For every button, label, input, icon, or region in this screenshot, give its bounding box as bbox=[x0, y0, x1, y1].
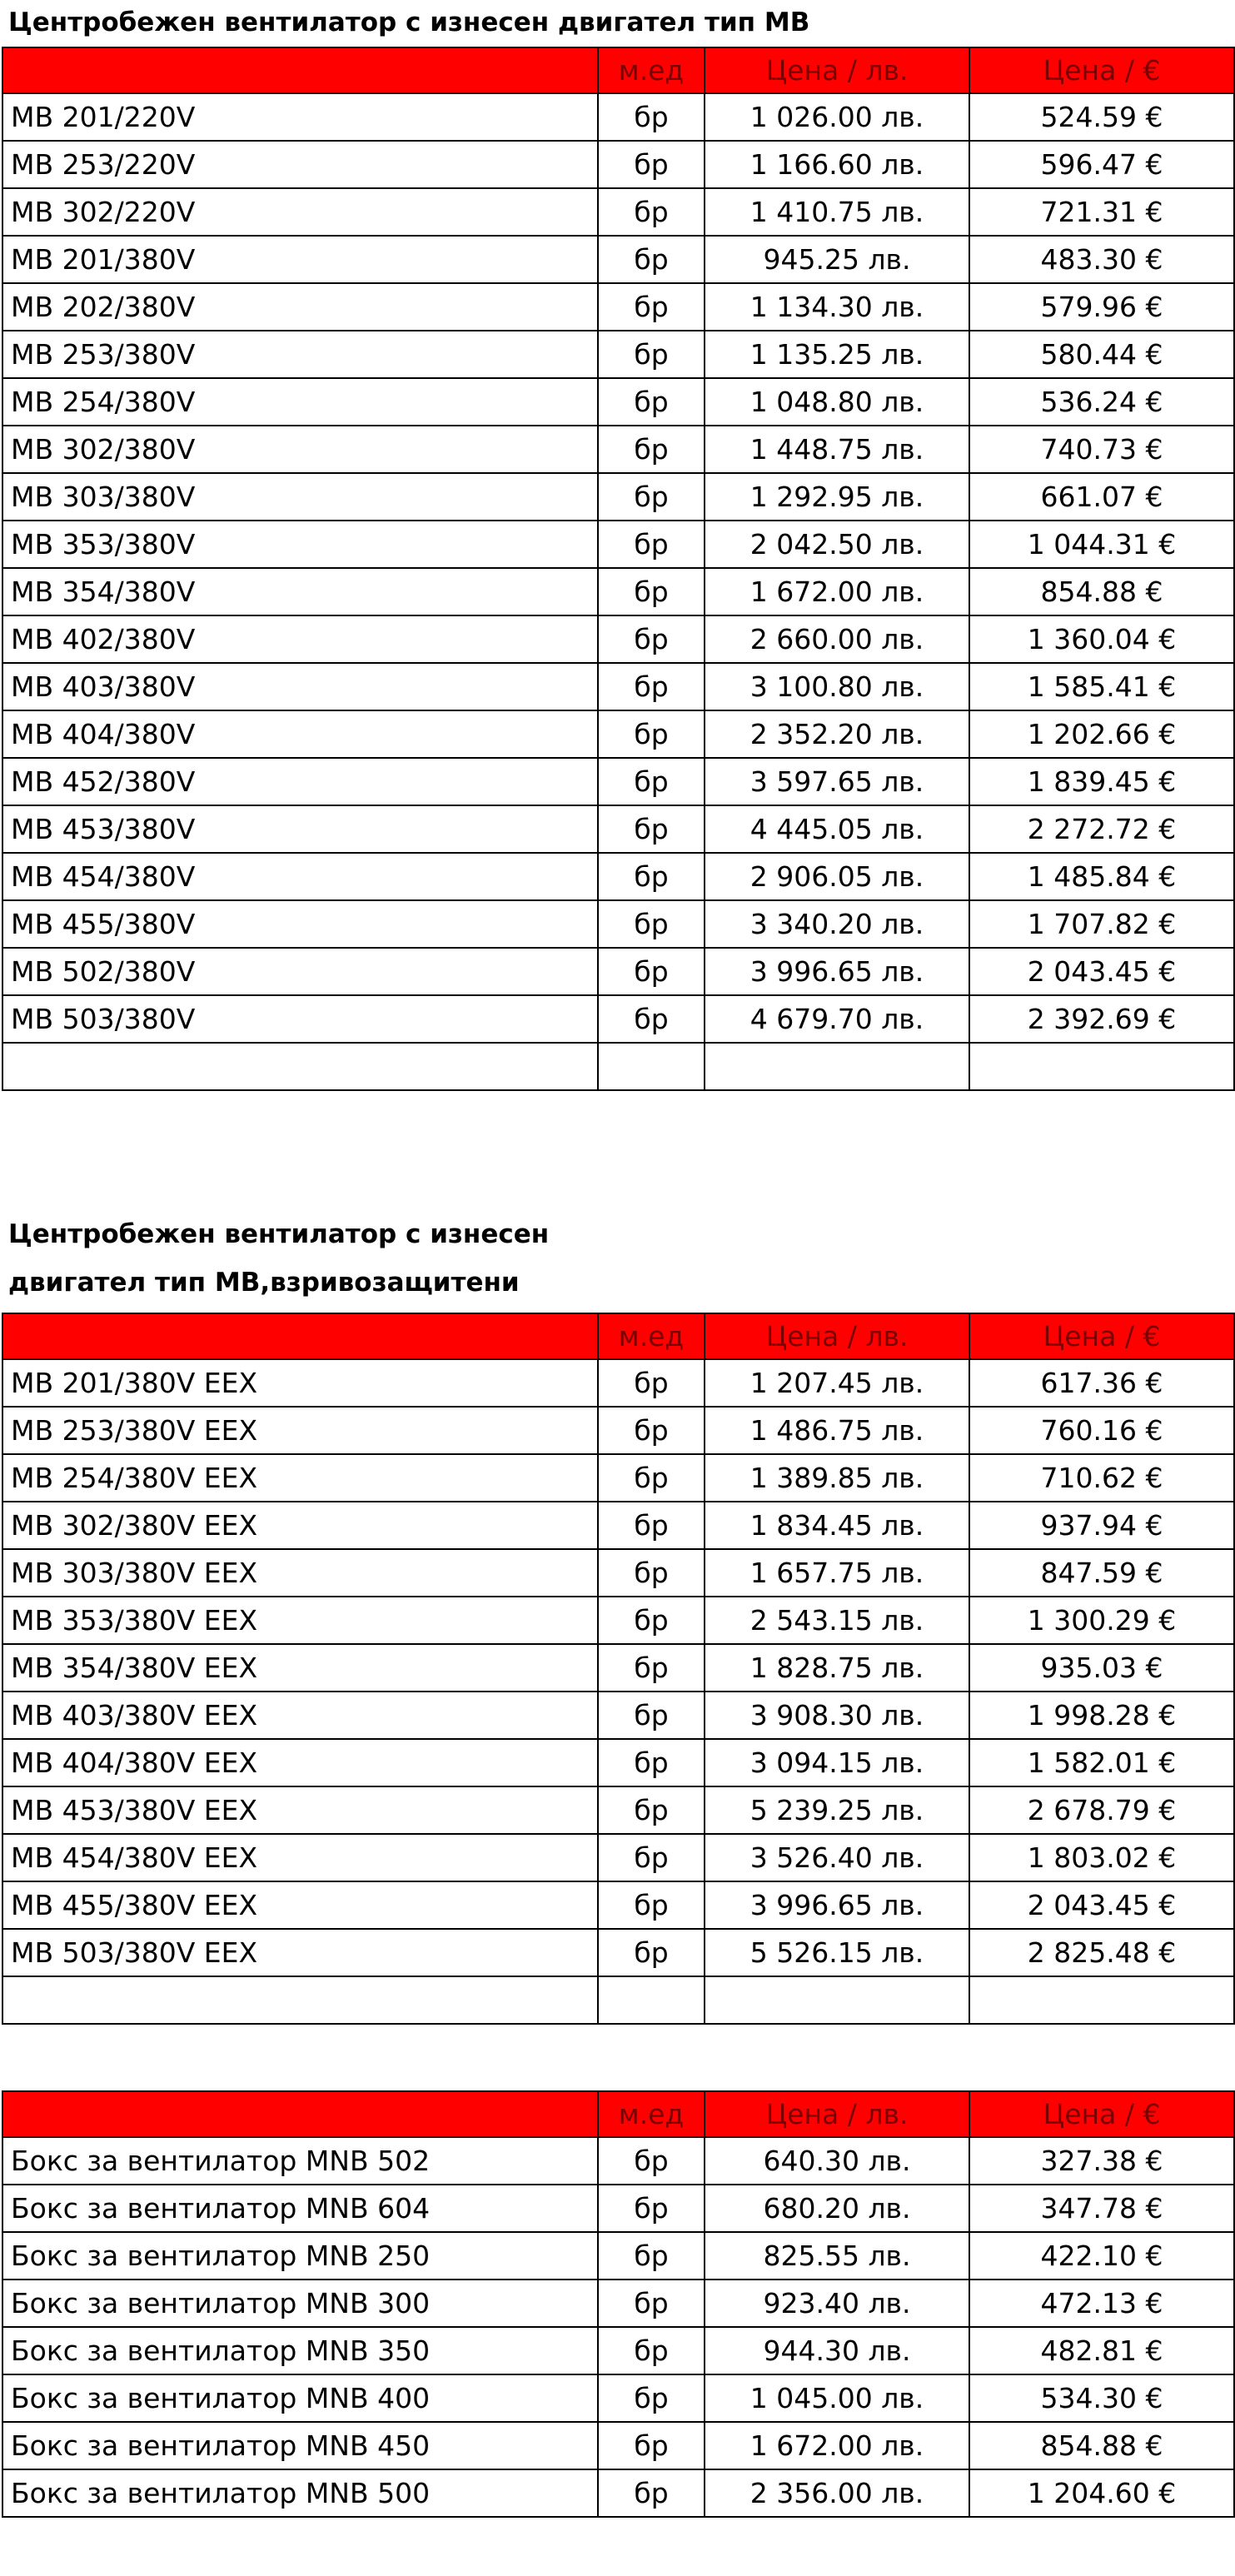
unit-cell: бр bbox=[598, 1454, 705, 1502]
price-eur-cell: 2 272.72 € bbox=[969, 805, 1234, 853]
price-eur-cell: 327.38 € bbox=[969, 2137, 1234, 2185]
table-row bbox=[2, 615, 1234, 663]
unit-cell: бр bbox=[598, 1739, 705, 1786]
unit-cell: бр bbox=[598, 331, 705, 378]
price-eur-cell: 740.73 € bbox=[969, 426, 1234, 473]
price-bgn-cell: 3 340.20 лв. bbox=[705, 900, 969, 948]
table-row bbox=[2, 426, 1234, 473]
unit-cell: бр bbox=[598, 1692, 705, 1739]
price-bgn-cell: 923.40 лв. bbox=[705, 2280, 969, 2327]
empty-cell bbox=[2, 1976, 598, 2024]
unit-cell: бр bbox=[598, 710, 705, 758]
price-bgn-cell: 1 135.25 лв. bbox=[705, 331, 969, 378]
unit-cell: бр bbox=[598, 93, 705, 141]
unit-cell: бр bbox=[598, 141, 705, 188]
price-bgn-cell: 3 996.65 лв. bbox=[705, 948, 969, 995]
price-bgn-cell: 5 239.25 лв. bbox=[705, 1786, 969, 1834]
table-row bbox=[2, 283, 1234, 331]
price-bgn-cell: 1 026.00 лв. bbox=[705, 93, 969, 141]
unit-cell: бр bbox=[598, 1407, 705, 1454]
table-header-row bbox=[2, 2091, 1234, 2137]
product-name-cell: МВ 354/380V ЕЕХ bbox=[2, 1644, 598, 1692]
price-eur-cell: 1 707.82 € bbox=[969, 900, 1234, 948]
price-bgn-cell: 3 996.65 лв. bbox=[705, 1881, 969, 1929]
unit-cell: бр bbox=[598, 2185, 705, 2232]
price-table-mb-eex bbox=[2, 1313, 1235, 2025]
product-name-cell: МВ 302/380V ЕЕХ bbox=[2, 1502, 598, 1549]
price-bgn-cell: 2 042.50 лв. bbox=[705, 521, 969, 568]
section-1-title: Центробежен вентилатор с изнесен двигател тип МВ bbox=[8, 7, 810, 37]
price-eur-cell: 1 202.66 € bbox=[969, 710, 1234, 758]
price-bgn-cell: 3 094.15 лв. bbox=[705, 1739, 969, 1786]
price-bgn-cell: 1 134.30 лв. bbox=[705, 283, 969, 331]
price-eur-cell: 1 585.41 € bbox=[969, 663, 1234, 710]
product-name-cell: МВ 502/380V bbox=[2, 948, 598, 995]
product-name-cell: МВ 402/380V bbox=[2, 615, 598, 663]
price-eur-cell: 1 044.31 € bbox=[969, 521, 1234, 568]
empty-row bbox=[2, 1976, 1234, 2024]
product-name-cell: МВ 453/380V ЕЕХ bbox=[2, 1786, 598, 1834]
price-eur-cell: 534.30 € bbox=[969, 2374, 1234, 2422]
price-bgn-cell: 1 834.45 лв. bbox=[705, 1502, 969, 1549]
price-bgn-cell: 1 448.75 лв. bbox=[705, 426, 969, 473]
header-unit-cell: м.ед bbox=[598, 2091, 705, 2137]
product-name-cell: МВ 404/380V ЕЕХ bbox=[2, 1739, 598, 1786]
unit-cell: бр bbox=[598, 900, 705, 948]
price-bgn-cell: 4 679.70 лв. bbox=[705, 995, 969, 1043]
price-bgn-cell: 3 100.80 лв. bbox=[705, 663, 969, 710]
price-bgn-cell: 3 908.30 лв. bbox=[705, 1692, 969, 1739]
price-eur-cell: 580.44 € bbox=[969, 331, 1234, 378]
section-2-title-line-1: Центробежен вентилатор с изнесен bbox=[8, 1219, 550, 1249]
table-header-row bbox=[2, 1313, 1234, 1359]
product-name-cell: МВ 453/380V bbox=[2, 805, 598, 853]
price-bgn-cell: 640.30 лв. bbox=[705, 2137, 969, 2185]
unit-cell: бр bbox=[598, 473, 705, 521]
unit-cell: бр bbox=[598, 1502, 705, 1549]
price-eur-cell: 2 678.79 € bbox=[969, 1786, 1234, 1834]
header-price-eur-cell: Цена / € bbox=[969, 47, 1234, 93]
product-name-cell: Бокс за вентилатор MNB 604 bbox=[2, 2185, 598, 2232]
table-row bbox=[2, 141, 1234, 188]
price-bgn-cell: 2 356.00 лв. bbox=[705, 2469, 969, 2517]
unit-cell: бр bbox=[598, 1881, 705, 1929]
price-eur-cell: 847.59 € bbox=[969, 1549, 1234, 1597]
product-name-cell: Бокс за вентилатор MNB 300 bbox=[2, 2280, 598, 2327]
price-bgn-cell: 944.30 лв. bbox=[705, 2327, 969, 2374]
empty-cell bbox=[598, 1976, 705, 2024]
price-eur-cell: 2 392.69 € bbox=[969, 995, 1234, 1043]
product-name-cell: МВ 452/380V bbox=[2, 758, 598, 805]
table-header-row bbox=[2, 47, 1234, 93]
table-row bbox=[2, 1881, 1234, 1929]
price-eur-cell: 760.16 € bbox=[969, 1407, 1234, 1454]
price-eur-cell: 2 043.45 € bbox=[969, 948, 1234, 995]
unit-cell: бр bbox=[598, 568, 705, 615]
unit-cell: бр bbox=[598, 805, 705, 853]
table-row bbox=[2, 2327, 1234, 2374]
price-bgn-cell: 2 543.15 лв. bbox=[705, 1597, 969, 1644]
unit-cell: бр bbox=[598, 426, 705, 473]
price-bgn-cell: 5 526.15 лв. bbox=[705, 1929, 969, 1976]
price-bgn-cell: 1 292.95 лв. bbox=[705, 473, 969, 521]
table-row bbox=[2, 948, 1234, 995]
table-row bbox=[2, 2422, 1234, 2469]
product-name-cell: МВ 254/380V bbox=[2, 378, 598, 426]
unit-cell: бр bbox=[598, 948, 705, 995]
header-unit-cell: м.ед bbox=[598, 47, 705, 93]
price-eur-cell: 1 839.45 € bbox=[969, 758, 1234, 805]
unit-cell: бр bbox=[598, 2280, 705, 2327]
product-name-cell: Бокс за вентилатор MNB 350 bbox=[2, 2327, 598, 2374]
price-bgn-cell: 1 486.75 лв. bbox=[705, 1407, 969, 1454]
table-row bbox=[2, 2232, 1234, 2280]
unit-cell: бр bbox=[598, 1597, 705, 1644]
product-name-cell: МВ 455/380V ЕЕХ bbox=[2, 1881, 598, 1929]
table-row bbox=[2, 758, 1234, 805]
unit-cell: бр bbox=[598, 236, 705, 283]
product-name-cell: МВ 353/380V bbox=[2, 521, 598, 568]
product-name-cell: МВ 503/380V bbox=[2, 995, 598, 1043]
product-name-cell: МВ 201/220V bbox=[2, 93, 598, 141]
price-bgn-cell: 1 207.45 лв. bbox=[705, 1359, 969, 1407]
product-name-cell: МВ 201/380V bbox=[2, 236, 598, 283]
price-bgn-cell: 2 660.00 лв. bbox=[705, 615, 969, 663]
product-name-cell: МВ 303/380V ЕЕХ bbox=[2, 1549, 598, 1597]
price-eur-cell: 579.96 € bbox=[969, 283, 1234, 331]
unit-cell: бр bbox=[598, 615, 705, 663]
price-eur-cell: 524.59 € bbox=[969, 93, 1234, 141]
unit-cell: бр bbox=[598, 1834, 705, 1881]
table-row bbox=[2, 805, 1234, 853]
product-name-cell: МВ 202/380V bbox=[2, 283, 598, 331]
price-eur-cell: 710.62 € bbox=[969, 1454, 1234, 1502]
header-name-cell bbox=[2, 47, 598, 93]
unit-cell: бр bbox=[598, 2422, 705, 2469]
price-bgn-cell: 945.25 лв. bbox=[705, 236, 969, 283]
unit-cell: бр bbox=[598, 2232, 705, 2280]
price-bgn-cell: 1 045.00 лв. bbox=[705, 2374, 969, 2422]
price-eur-cell: 2 825.48 € bbox=[969, 1929, 1234, 1976]
table-row bbox=[2, 2280, 1234, 2327]
table-row bbox=[2, 995, 1234, 1043]
price-bgn-cell: 1 657.75 лв. bbox=[705, 1549, 969, 1597]
unit-cell: бр bbox=[598, 2469, 705, 2517]
price-bgn-cell: 3 526.40 лв. bbox=[705, 1834, 969, 1881]
table-row bbox=[2, 1454, 1234, 1502]
price-eur-cell: 596.47 € bbox=[969, 141, 1234, 188]
price-eur-cell: 1 803.02 € bbox=[969, 1834, 1234, 1881]
price-eur-cell: 721.31 € bbox=[969, 188, 1234, 236]
table-row bbox=[2, 1786, 1234, 1834]
table-row bbox=[2, 1692, 1234, 1739]
unit-cell: бр bbox=[598, 758, 705, 805]
product-name-cell: Бокс за вентилатор MNB 250 bbox=[2, 2232, 598, 2280]
table-row bbox=[2, 521, 1234, 568]
header-unit-cell: м.ед bbox=[598, 1313, 705, 1359]
table-row bbox=[2, 568, 1234, 615]
product-name-cell: МВ 403/380V bbox=[2, 663, 598, 710]
product-name-cell: МВ 353/380V ЕЕХ bbox=[2, 1597, 598, 1644]
table-row bbox=[2, 1549, 1234, 1597]
table-row bbox=[2, 188, 1234, 236]
table-row bbox=[2, 1739, 1234, 1786]
price-eur-cell: 854.88 € bbox=[969, 2422, 1234, 2469]
empty-cell bbox=[969, 1976, 1234, 2024]
product-name-cell: МВ 253/380V ЕЕХ bbox=[2, 1407, 598, 1454]
price-eur-cell: 1 204.60 € bbox=[969, 2469, 1234, 2517]
product-name-cell: МВ 254/380V ЕЕХ bbox=[2, 1454, 598, 1502]
price-bgn-cell: 2 906.05 лв. bbox=[705, 853, 969, 900]
unit-cell: бр bbox=[598, 188, 705, 236]
price-eur-cell: 347.78 € bbox=[969, 2185, 1234, 2232]
table-row bbox=[2, 1929, 1234, 1976]
price-bgn-cell: 1 410.75 лв. bbox=[705, 188, 969, 236]
unit-cell: бр bbox=[598, 1644, 705, 1692]
product-name-cell: МВ 404/380V bbox=[2, 710, 598, 758]
product-name-cell: МВ 403/380V ЕЕХ bbox=[2, 1692, 598, 1739]
table-row bbox=[2, 1359, 1234, 1407]
table-row bbox=[2, 2137, 1234, 2185]
empty-cell bbox=[2, 1043, 598, 1090]
unit-cell: бр bbox=[598, 663, 705, 710]
price-eur-cell: 482.81 € bbox=[969, 2327, 1234, 2374]
table-row bbox=[2, 331, 1234, 378]
table-row bbox=[2, 1502, 1234, 1549]
product-name-cell: МВ 253/220V bbox=[2, 141, 598, 188]
product-name-cell: МВ 303/380V bbox=[2, 473, 598, 521]
price-eur-cell: 1 300.29 € bbox=[969, 1597, 1234, 1644]
table-row bbox=[2, 900, 1234, 948]
table-row bbox=[2, 93, 1234, 141]
price-eur-cell: 661.07 € bbox=[969, 473, 1234, 521]
product-name-cell: МВ 454/380V ЕЕХ bbox=[2, 1834, 598, 1881]
table-row bbox=[2, 2469, 1234, 2517]
price-bgn-cell: 1 828.75 лв. bbox=[705, 1644, 969, 1692]
product-name-cell: МВ 455/380V bbox=[2, 900, 598, 948]
price-table-mb bbox=[2, 47, 1235, 1091]
price-eur-cell: 1 582.01 € bbox=[969, 1739, 1234, 1786]
table-row bbox=[2, 2185, 1234, 2232]
product-name-cell: МВ 302/380V bbox=[2, 426, 598, 473]
price-eur-cell: 937.94 € bbox=[969, 1502, 1234, 1549]
price-bgn-cell: 680.20 лв. bbox=[705, 2185, 969, 2232]
table-row bbox=[2, 378, 1234, 426]
section-2-title-line-2: двигател тип МВ,взривозащитени bbox=[8, 1268, 520, 1298]
header-price-eur-cell: Цена / € bbox=[969, 2091, 1234, 2137]
unit-cell: бр bbox=[598, 1929, 705, 1976]
price-eur-cell: 1 360.04 € bbox=[969, 615, 1234, 663]
price-bgn-cell: 1 166.60 лв. bbox=[705, 141, 969, 188]
header-name-cell bbox=[2, 2091, 598, 2137]
header-price-bgn-cell: Цена / лв. bbox=[705, 1313, 969, 1359]
empty-cell bbox=[598, 1043, 705, 1090]
price-eur-cell: 536.24 € bbox=[969, 378, 1234, 426]
table-row bbox=[2, 853, 1234, 900]
price-bgn-cell: 1 048.80 лв. bbox=[705, 378, 969, 426]
table-row bbox=[2, 710, 1234, 758]
product-name-cell: МВ 503/380V ЕЕХ bbox=[2, 1929, 598, 1976]
table-row bbox=[2, 663, 1234, 710]
product-name-cell: Бокс за вентилатор MNB 400 bbox=[2, 2374, 598, 2422]
header-price-bgn-cell: Цена / лв. bbox=[705, 47, 969, 93]
product-name-cell: МВ 253/380V bbox=[2, 331, 598, 378]
price-bgn-cell: 3 597.65 лв. bbox=[705, 758, 969, 805]
empty-cell bbox=[705, 1976, 969, 2024]
empty-cell bbox=[969, 1043, 1234, 1090]
price-bgn-cell: 1 672.00 лв. bbox=[705, 568, 969, 615]
product-name-cell: Бокс за вентилатор MNB 450 bbox=[2, 2422, 598, 2469]
table-row bbox=[2, 236, 1234, 283]
price-bgn-cell: 2 352.20 лв. bbox=[705, 710, 969, 758]
unit-cell: бр bbox=[598, 2137, 705, 2185]
header-price-eur-cell: Цена / € bbox=[969, 1313, 1234, 1359]
price-bgn-cell: 825.55 лв. bbox=[705, 2232, 969, 2280]
price-eur-cell: 422.10 € bbox=[969, 2232, 1234, 2280]
unit-cell: бр bbox=[598, 283, 705, 331]
table-row bbox=[2, 473, 1234, 521]
empty-cell bbox=[705, 1043, 969, 1090]
product-name-cell: МВ 201/380V ЕЕХ bbox=[2, 1359, 598, 1407]
price-bgn-cell: 4 445.05 лв. bbox=[705, 805, 969, 853]
price-eur-cell: 935.03 € bbox=[969, 1644, 1234, 1692]
price-bgn-cell: 1 672.00 лв. bbox=[705, 2422, 969, 2469]
unit-cell: бр bbox=[598, 1549, 705, 1597]
unit-cell: бр bbox=[598, 1786, 705, 1834]
table-row bbox=[2, 1597, 1234, 1644]
header-name-cell bbox=[2, 1313, 598, 1359]
price-eur-cell: 1 485.84 € bbox=[969, 853, 1234, 900]
price-eur-cell: 2 043.45 € bbox=[969, 1881, 1234, 1929]
price-eur-cell: 617.36 € bbox=[969, 1359, 1234, 1407]
table-row bbox=[2, 2374, 1234, 2422]
table-row bbox=[2, 1407, 1234, 1454]
price-table-fan-box bbox=[2, 2090, 1235, 2518]
price-eur-cell: 472.13 € bbox=[969, 2280, 1234, 2327]
unit-cell: бр bbox=[598, 2374, 705, 2422]
price-eur-cell: 854.88 € bbox=[969, 568, 1234, 615]
table-row bbox=[2, 1644, 1234, 1692]
price-bgn-cell: 1 389.85 лв. bbox=[705, 1454, 969, 1502]
empty-row bbox=[2, 1043, 1234, 1090]
unit-cell: бр bbox=[598, 521, 705, 568]
price-eur-cell: 1 998.28 € bbox=[969, 1692, 1234, 1739]
product-name-cell: Бокс за вентилатор MNB 500 bbox=[2, 2469, 598, 2517]
product-name-cell: Бокс за вентилатор MNB 502 bbox=[2, 2137, 598, 2185]
unit-cell: бр bbox=[598, 1359, 705, 1407]
product-name-cell: МВ 454/380V bbox=[2, 853, 598, 900]
header-price-bgn-cell: Цена / лв. bbox=[705, 2091, 969, 2137]
table-row bbox=[2, 1834, 1234, 1881]
unit-cell: бр bbox=[598, 995, 705, 1043]
unit-cell: бр bbox=[598, 853, 705, 900]
price-eur-cell: 483.30 € bbox=[969, 236, 1234, 283]
unit-cell: бр bbox=[598, 378, 705, 426]
product-name-cell: МВ 302/220V bbox=[2, 188, 598, 236]
unit-cell: бр bbox=[598, 2327, 705, 2374]
product-name-cell: МВ 354/380V bbox=[2, 568, 598, 615]
